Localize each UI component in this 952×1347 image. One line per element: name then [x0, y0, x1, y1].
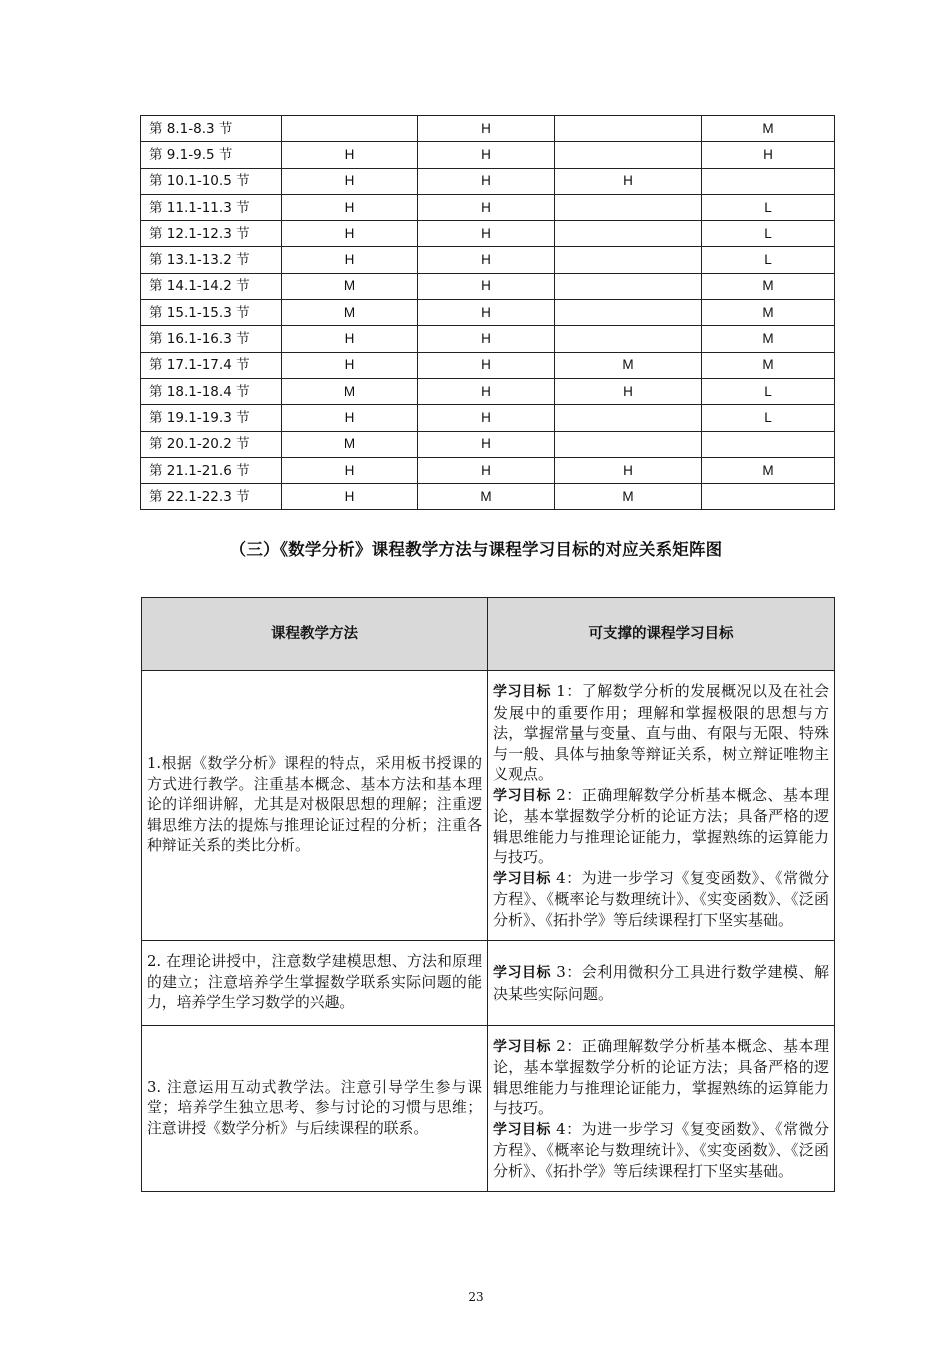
support-level-cell: H	[418, 168, 555, 194]
matrix-row	[141, 326, 835, 352]
matrix-row	[141, 194, 835, 220]
goal-text: ：为进一步学习《复变函数》、《常微分方程》、《概率论与数理统计》、《实变函数》、《泛函分析》、《拓扑学》等后续课程打下坚实基础。	[493, 1119, 829, 1180]
section-label: 第 21.1-21.6 节	[141, 457, 282, 483]
support-level-cell: H	[282, 484, 418, 510]
section-support-matrix	[140, 115, 835, 510]
support-level-cell: H	[282, 326, 418, 352]
table-header-row	[142, 598, 835, 671]
matrix-row	[141, 431, 835, 457]
support-level-cell	[702, 168, 835, 194]
support-level-cell: M	[555, 352, 702, 378]
support-level-cell: M	[702, 352, 835, 378]
support-level-cell: H	[555, 457, 702, 483]
goal-text: ：会利用微积分工具进行数学建模、解决某些实际问题。	[493, 963, 829, 1003]
matrix-row	[141, 378, 835, 404]
support-level-cell: H	[418, 405, 555, 431]
table-row	[142, 1026, 835, 1192]
goals-cell	[488, 941, 835, 1026]
support-level-cell: H	[282, 405, 418, 431]
support-level-cell: H	[555, 168, 702, 194]
section-label: 第 18.1-18.4 节	[141, 378, 282, 404]
support-level-cell: M	[702, 273, 835, 299]
goal-number: 2	[550, 1036, 566, 1055]
support-level-cell: H	[418, 247, 555, 273]
support-level-cell: M	[282, 431, 418, 457]
section-label: 第 22.1-22.3 节	[141, 484, 282, 510]
support-level-cell: L	[702, 194, 835, 220]
goal-number: 4	[550, 868, 566, 887]
support-level-cell: M	[555, 484, 702, 510]
section-label: 第 8.1-8.3 节	[141, 116, 282, 142]
support-level-cell	[555, 116, 702, 142]
support-level-cell: H	[418, 431, 555, 457]
support-level-cell: H	[418, 378, 555, 404]
support-level-cell	[555, 405, 702, 431]
support-level-cell	[555, 221, 702, 247]
support-level-cell: H	[418, 194, 555, 220]
support-level-cell: H	[418, 457, 555, 483]
matrix-row	[141, 247, 835, 273]
support-level-cell: L	[702, 405, 835, 431]
table-row	[142, 671, 835, 941]
support-level-cell: H	[418, 300, 555, 326]
support-level-cell: M	[702, 457, 835, 483]
support-level-cell: L	[702, 247, 835, 273]
support-level-cell	[555, 142, 702, 168]
support-level-cell: H	[418, 142, 555, 168]
table-row	[142, 941, 835, 1026]
section-heading: （三）《数学分析》课程教学方法与课程学习目标的对应关系矩阵图	[229, 540, 723, 559]
goal-item	[493, 1119, 829, 1182]
section-label: 第 15.1-15.3 节	[141, 300, 282, 326]
section-label: 第 14.1-14.2 节	[141, 273, 282, 299]
support-level-cell	[555, 194, 702, 220]
section-label: 第 12.1-12.3 节	[141, 221, 282, 247]
section-label: 第 20.1-20.2 节	[141, 431, 282, 457]
support-level-cell: M	[282, 300, 418, 326]
goal-item	[493, 962, 829, 1004]
section-label: 第 10.1-10.5 节	[141, 168, 282, 194]
support-level-cell: H	[282, 142, 418, 168]
goal-label: 学习目标	[493, 965, 551, 981]
support-level-cell	[555, 326, 702, 352]
page-number: 23	[468, 1290, 484, 1304]
support-level-cell: H	[418, 352, 555, 378]
support-level-cell: M	[282, 273, 418, 299]
support-level-cell	[702, 431, 835, 457]
matrix-row	[141, 273, 835, 299]
goal-label: 学习目标	[493, 684, 551, 700]
matrix-row	[141, 221, 835, 247]
support-level-cell: H	[418, 273, 555, 299]
section-label: 第 16.1-16.3 节	[141, 326, 282, 352]
method-cell: 3. 注意运用互动式教学法。注意引导学生参与课堂；培养学生独立思考、参与讨论的习惯与思维；注意讲授《数学分析》与后续课程的联系。	[142, 1026, 488, 1192]
support-level-cell	[555, 273, 702, 299]
matrix-body	[141, 116, 835, 510]
support-level-cell	[282, 116, 418, 142]
matrix-row	[141, 168, 835, 194]
matrix-row	[141, 300, 835, 326]
goals-cell	[488, 671, 835, 941]
goal-number: 1	[550, 682, 566, 700]
matrix-row	[141, 405, 835, 431]
header-goals: 可支撑的课程学习目标	[488, 598, 835, 671]
support-level-cell: H	[418, 221, 555, 247]
goal-item	[493, 681, 829, 785]
support-level-cell: M	[702, 300, 835, 326]
goal-label: 学习目标	[493, 870, 551, 887]
goal-label: 学习目标	[493, 1121, 551, 1138]
goal-number: 3	[550, 963, 566, 981]
support-level-cell: H	[282, 168, 418, 194]
support-level-cell: H	[418, 116, 555, 142]
methods-goals-table	[141, 597, 835, 1192]
goal-text: ：正确理解数学分析基本概念、基本理论，基本掌握数学分析的论证方法；具备严格的逻辑思维能力与推理论证能力，掌握熟练的运算能力与技巧。	[493, 785, 829, 866]
goal-text: ：了解数学分析的发展概况以及在社会发展中的重要作用；理解和掌握极限的思想与方法，掌握常量与变量、直与曲、有限与无限、特殊与一般、具体与抽象等辩证关系，树立辩证唯物主义观点。	[493, 682, 829, 783]
support-level-cell: M	[418, 484, 555, 510]
goal-number: 2	[550, 785, 566, 804]
support-level-cell	[555, 431, 702, 457]
support-level-cell: H	[702, 142, 835, 168]
goal-number: 4	[550, 1119, 566, 1138]
goal-text: ：为进一步学习《复变函数》、《常微分方程》、《概率论与数理统计》、《实变函数》、《泛函分析》、《拓扑学》等后续课程打下坚实基础。	[493, 868, 829, 929]
support-level-cell: H	[282, 352, 418, 378]
matrix-row	[141, 457, 835, 483]
goals-cell	[488, 1026, 835, 1192]
method-cell: 1.根据《数学分析》课程的特点，采用板书授课的方式进行教学。注重基本概念、基本方法和基本理论的详细讲解，尤其是对极限思想的理解；注重逻辑思维方法的提炼与推理论证过程的分析；注重各种辩证关系的类比分析。	[142, 671, 488, 941]
support-level-cell: H	[282, 194, 418, 220]
section-label: 第 9.1-9.5 节	[141, 142, 282, 168]
matrix-row	[141, 352, 835, 378]
support-level-cell: L	[702, 378, 835, 404]
support-level-cell: M	[702, 326, 835, 352]
goal-text: ：正确理解数学分析基本概念、基本理论，基本掌握数学分析的论证方法；具备严格的逻辑思维能力与推理论证能力，掌握熟练的运算能力与技巧。	[493, 1036, 829, 1118]
matrix-row	[141, 484, 835, 510]
section-label: 第 17.1-17.4 节	[141, 352, 282, 378]
support-level-cell: M	[282, 378, 418, 404]
support-level-cell: H	[282, 247, 418, 273]
support-level-cell: L	[702, 221, 835, 247]
support-level-cell: H	[418, 326, 555, 352]
section-label: 第 13.1-13.2 节	[141, 247, 282, 273]
matrix-row	[141, 142, 835, 168]
goal-item	[493, 785, 829, 868]
support-level-cell	[702, 484, 835, 510]
method-cell: 2. 在理论讲授中，注意数学建模思想、方法和原理的建立；注意培养学生掌握数学联系实际问题的能力，培养学生学习数学的兴趣。	[142, 941, 488, 1026]
support-level-cell: H	[555, 378, 702, 404]
support-level-cell: M	[702, 116, 835, 142]
goal-item	[493, 1036, 829, 1119]
goal-label: 学习目标	[493, 787, 551, 804]
goal-label: 学习目标	[493, 1038, 551, 1055]
header-method: 课程教学方法	[142, 598, 488, 671]
section-label: 第 19.1-19.3 节	[141, 405, 282, 431]
matrix-row	[141, 116, 835, 142]
support-level-cell	[555, 300, 702, 326]
support-level-cell	[555, 247, 702, 273]
goal-item	[493, 868, 829, 931]
section-label: 第 11.1-11.3 节	[141, 194, 282, 220]
support-level-cell: H	[282, 221, 418, 247]
support-level-cell: H	[282, 457, 418, 483]
